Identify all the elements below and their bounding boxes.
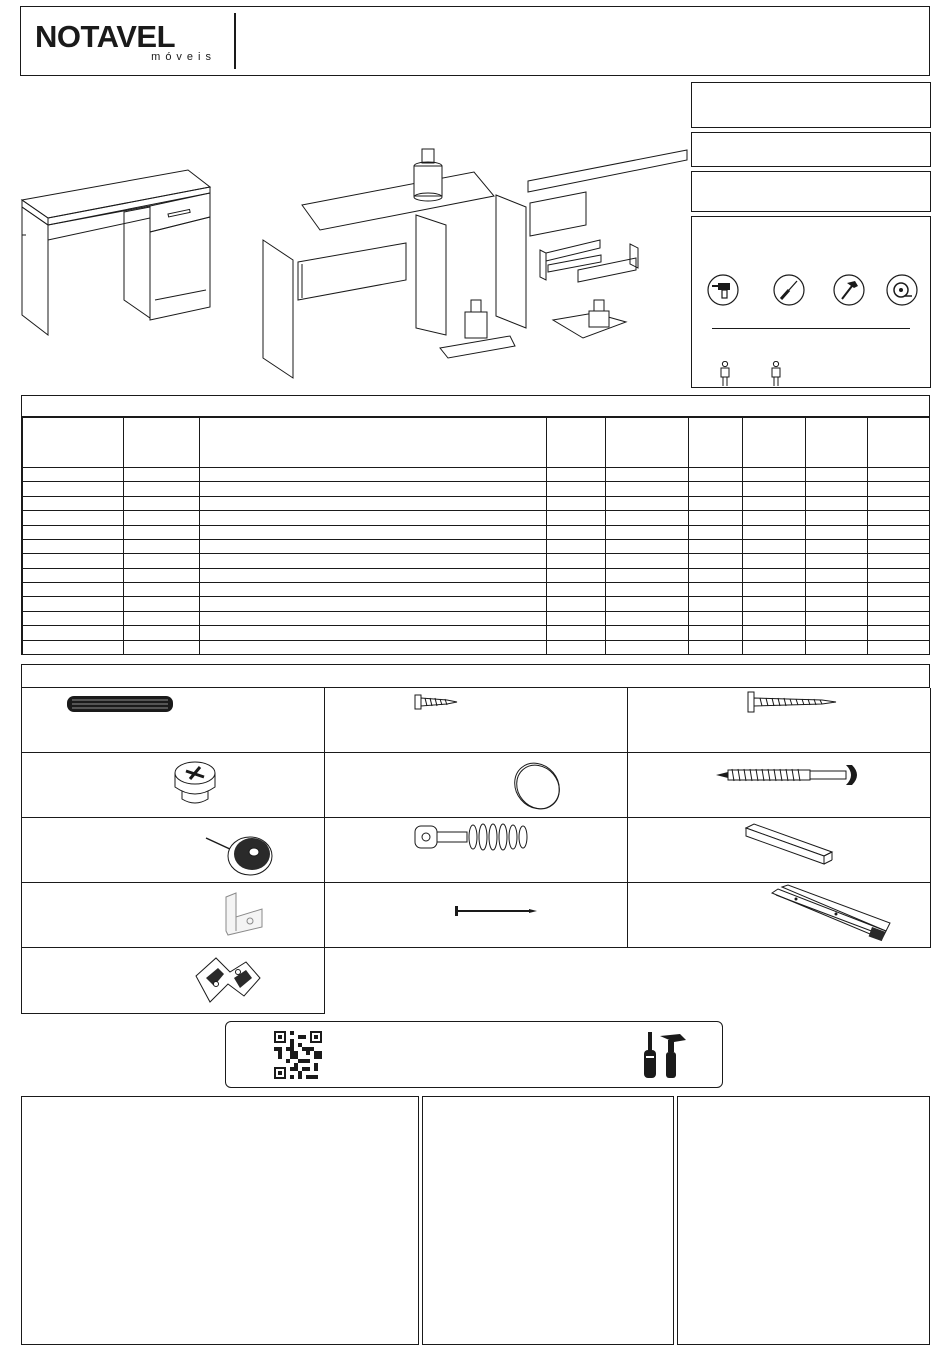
table-row (23, 568, 930, 582)
table-row (23, 525, 930, 539)
parts-table-wrap (21, 395, 930, 655)
table-row (23, 583, 930, 597)
table-row (23, 539, 930, 553)
drill-icon (706, 273, 740, 307)
wood-strip-icon (742, 822, 834, 866)
drawer-front-strip (528, 150, 687, 192)
corner-bracket-icon (192, 950, 264, 1008)
header-bar (20, 6, 930, 76)
instructions-panel-right (677, 1096, 930, 1345)
press-weight-right (589, 300, 609, 327)
connector-screw-icon (714, 757, 864, 793)
bottom-shelf (440, 336, 515, 358)
partition-panel (416, 215, 446, 335)
table-row (23, 597, 930, 611)
wood-dowel-icon (66, 693, 174, 715)
qr-code-icon[interactable] (274, 1031, 322, 1079)
parts-table (22, 417, 930, 655)
hardware-cell-short-screw (325, 688, 628, 753)
hardware-cell-corner-bracket (22, 948, 325, 1014)
hardware-title-bar (21, 664, 930, 688)
table-row (23, 482, 930, 496)
hardware-cell-nail (325, 883, 628, 948)
drawer-front-panel (530, 192, 586, 236)
shelf-support-icon (218, 891, 268, 939)
qr-help-bar (225, 1021, 723, 1088)
table-row (23, 468, 930, 482)
tools-icon (640, 1030, 688, 1082)
cam-lock-icon (168, 757, 222, 809)
hardware-cell-drawer-slide (628, 883, 931, 948)
info-box-3 (691, 171, 931, 212)
assembled-desk (22, 170, 210, 335)
table-row (23, 626, 930, 640)
furniture-illustration (18, 140, 690, 385)
hardware-cell-connector-screw (628, 753, 931, 818)
minifix-bolt-icon (411, 820, 535, 856)
drawer-slide-icon (766, 883, 894, 947)
left-side-panel (263, 240, 293, 378)
top-panel (302, 172, 494, 230)
parts-table-header-row (23, 418, 930, 468)
hardware-cell-glide (22, 818, 325, 883)
instructions-panel-middle (422, 1096, 674, 1345)
tools-box (691, 216, 931, 388)
cover-cap-icon (507, 759, 567, 813)
table-row (23, 496, 930, 510)
press-weight-top (414, 149, 442, 201)
person-icon (769, 361, 783, 387)
brand-subtitle: móveis (151, 51, 216, 63)
right-side-panel (496, 195, 526, 328)
hardware-cell-cover-cap (325, 753, 628, 818)
hardware-cell-shelf-support (22, 883, 325, 948)
long-screw-icon (746, 690, 838, 714)
hardware-cell-wood-strip (628, 818, 931, 883)
nail-icon (453, 903, 539, 919)
info-box-1 (691, 82, 931, 128)
hardware-grid (21, 688, 930, 1014)
drawer-box (540, 240, 638, 282)
hardware-cell-cam-lock (22, 753, 325, 818)
hardware-cell-long-screw (628, 688, 931, 753)
brand-name: NOTAVEL (35, 19, 176, 54)
table-row (23, 611, 930, 625)
hammer-icon (832, 273, 866, 307)
instructions-panel-left (21, 1096, 419, 1345)
parts-table-title-bar (22, 396, 929, 417)
table-row (23, 640, 930, 655)
furniture-glide-icon (204, 824, 276, 878)
short-screw-icon (413, 693, 459, 711)
brand-logo (35, 21, 220, 67)
tools-divider (712, 328, 910, 329)
screwdriver-icon (772, 273, 806, 307)
press-weight-mid (465, 300, 487, 338)
tape-measure-icon (885, 273, 919, 307)
hardware-cell-dowel (22, 688, 325, 753)
header-divider (234, 13, 236, 69)
table-row (23, 511, 930, 525)
person-icon (718, 361, 732, 387)
back-panel (298, 243, 406, 300)
info-box-2 (691, 132, 931, 167)
table-row (23, 554, 930, 568)
hardware-cell-minifix-bolt (325, 818, 628, 883)
